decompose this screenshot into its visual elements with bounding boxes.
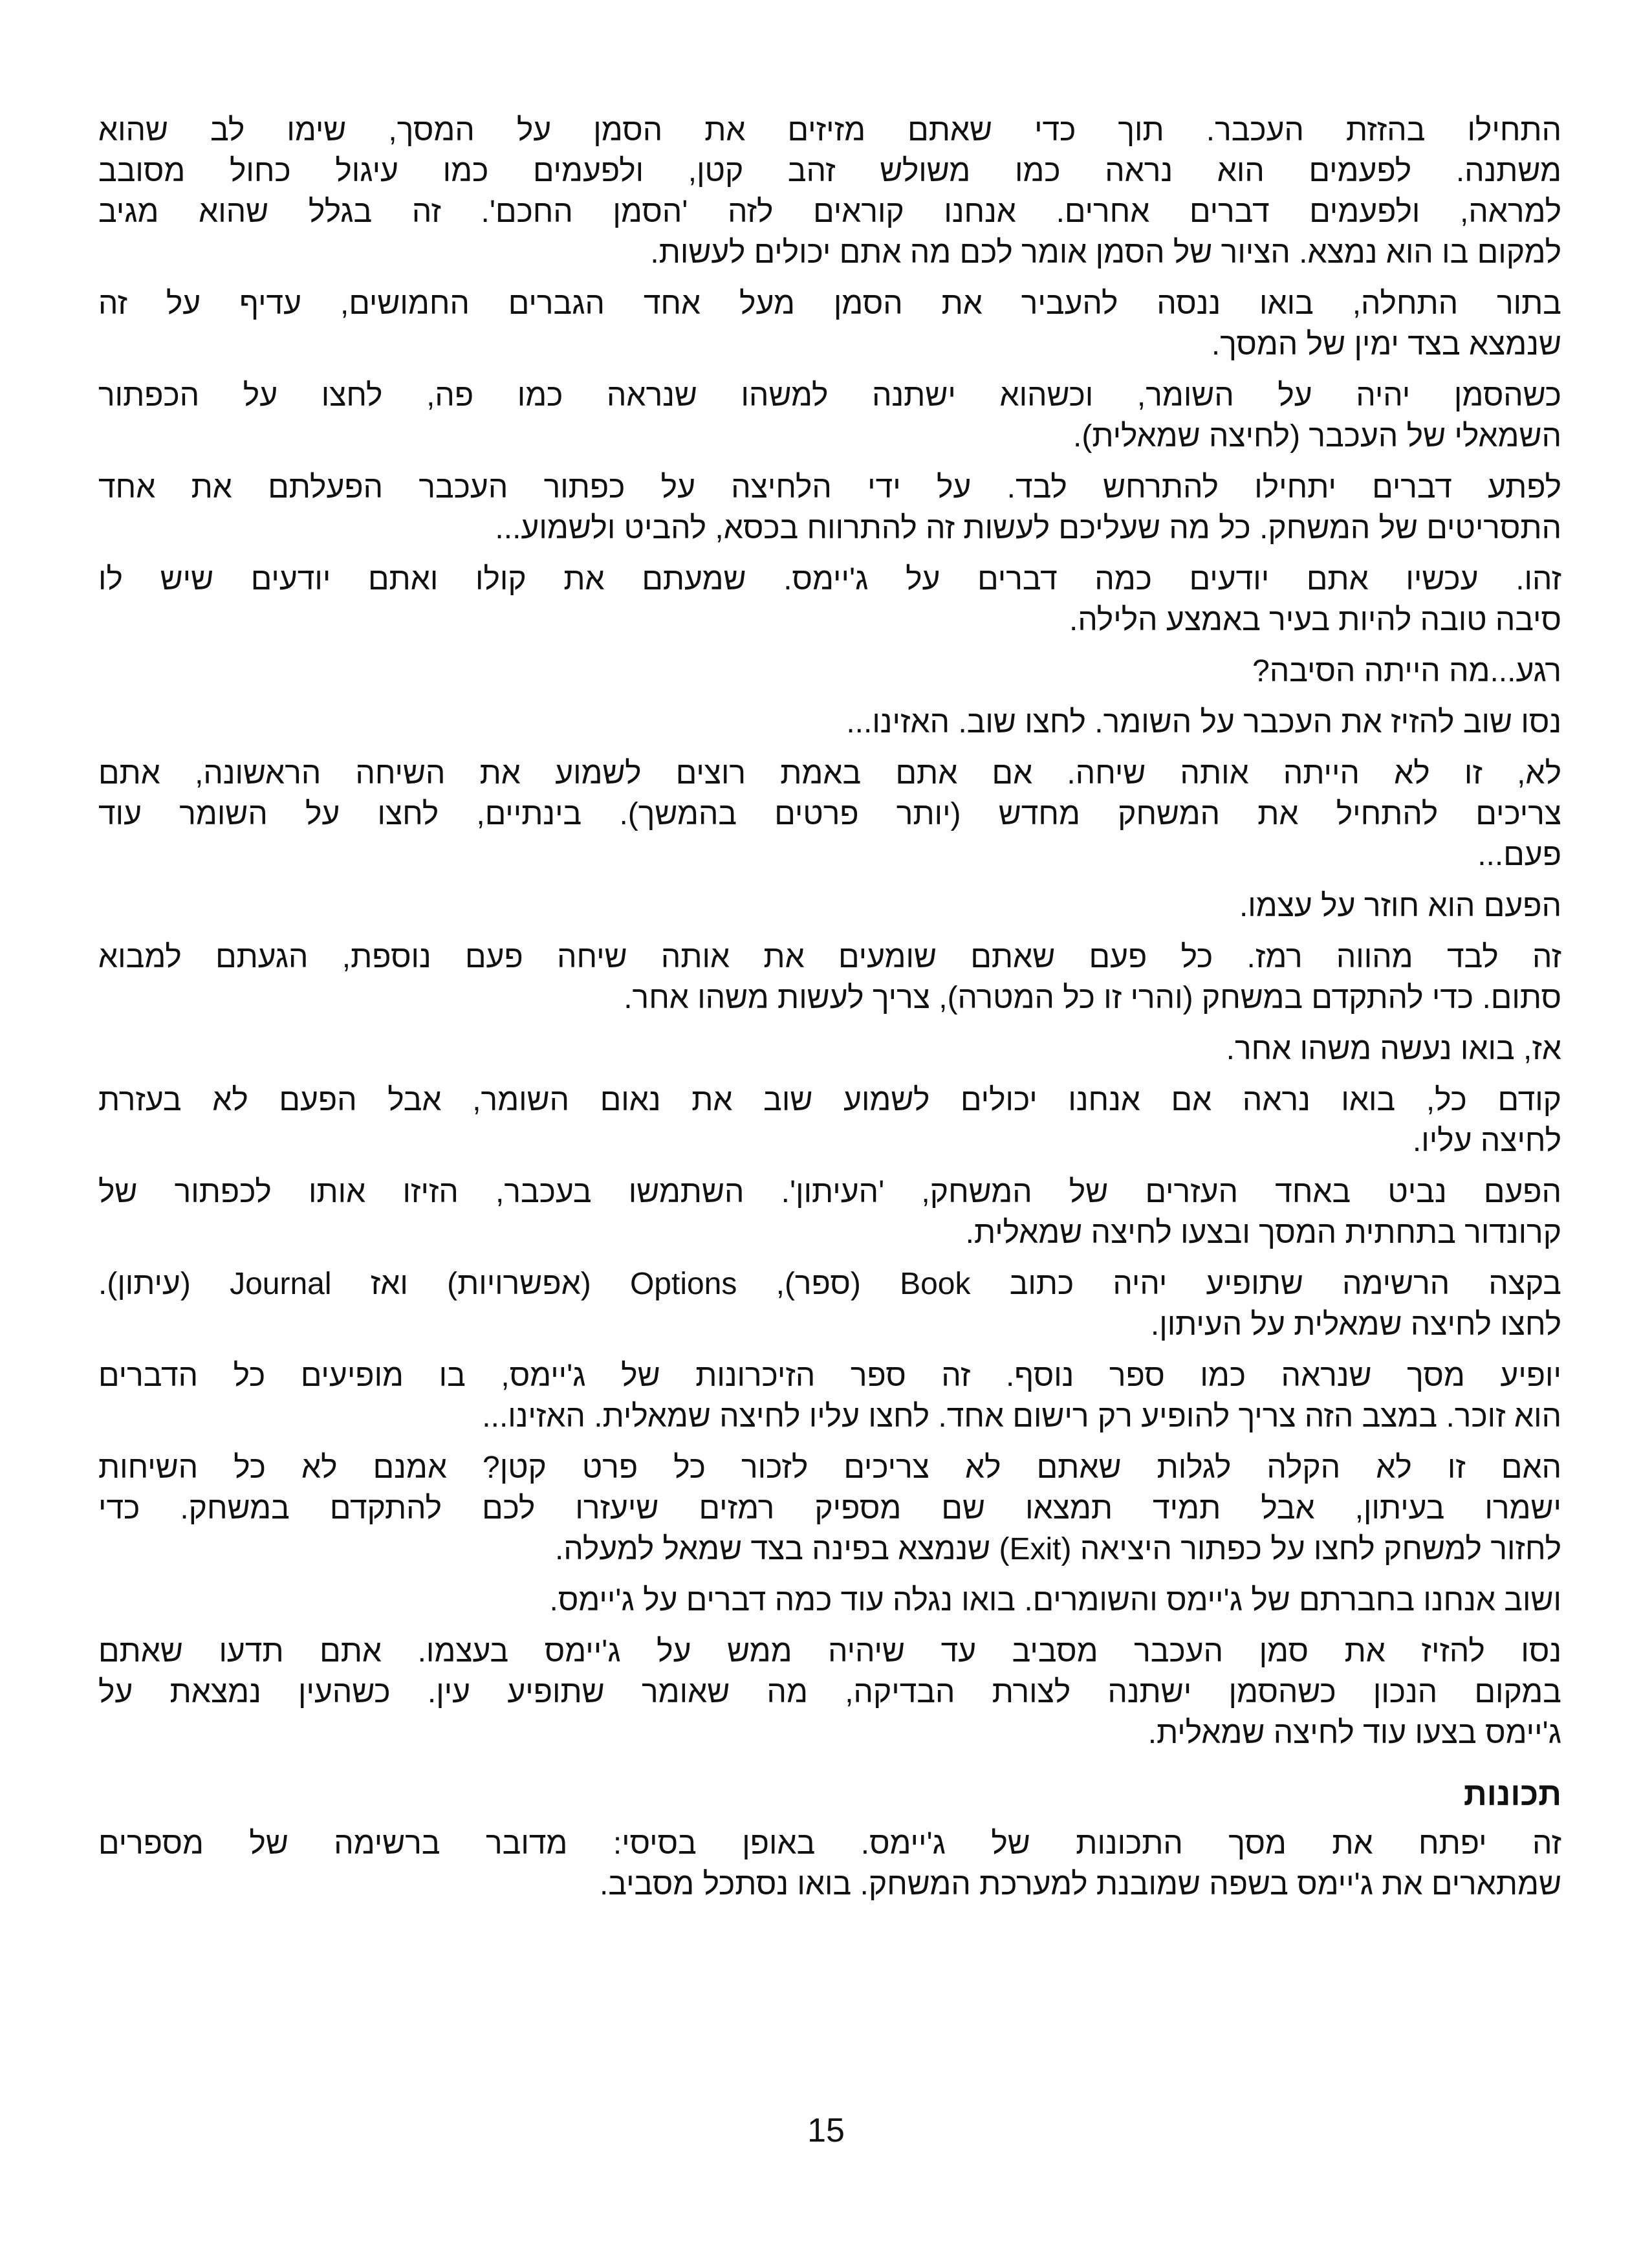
section-text	[98, 1823, 1561, 1905]
text-line: השמאלי של העכבר (לחיצה שמאלית).	[1073, 419, 1561, 454]
text-line: במקום הנכון כשהסמן ישתנה לצורת הבדיקה, מה שאומר שתופיע עין. כשהעין נמצאת על	[98, 1675, 1561, 1709]
text-line: קודם כל, בואו נראה אם אנחנו יכולים לשמוע שוב את נאום השומר, אבל הפעם לא בעזרת	[98, 1083, 1561, 1117]
text-line: ג'יימס בצעו עוד לחיצה שמאלית.	[1147, 1716, 1561, 1750]
paragraph	[98, 1447, 1561, 1570]
text-line: סיבה טובה להיות בעיר באמצע הלילה.	[1069, 603, 1561, 637]
page-content	[98, 110, 1561, 1915]
text-line: כשהסמן יהיה על השומר, וכשהוא ישתנה למשהו שנראה כמו פה, לחצו על הכפתור	[98, 378, 1561, 413]
text-line: קרונדור בתחתית המסך ובצעו לחיצה שמאלית.	[965, 1216, 1561, 1250]
text-line: זהו. עכשיו אתם יודעים כמה דברים על ג'יימס. שמעתם את קולו ואתם יודעים שיש לו	[98, 562, 1561, 597]
paragraph	[98, 1823, 1561, 1905]
text-line: ושוב אנחנו בחברתם של ג'יימס והשומרים. בואו נגלה עוד כמה דברים על ג'יימס.	[549, 1583, 1561, 1618]
text-line: רגע...מה הייתה הסיבה?	[1252, 654, 1561, 688]
paragraph	[98, 1580, 1561, 1621]
text-line: ישמרו בעיתון, אבל תמיד תמצאו שם מספיק רמזים שיעזרו לכם להתקדם במשחק. כדי	[98, 1491, 1561, 1526]
text-line: האם זו לא הקלה לגלות שאתם לא צריכים לזכור כל פרט קטן? אמנם לא כל השיחות	[98, 1451, 1561, 1485]
text-line: התסריטים של המשחק. כל מה שעליכם לעשות זה להתרווח בכסא, להביט ולשמוע...	[495, 511, 1561, 545]
paragraph	[98, 467, 1561, 549]
text-line: בתור התחלה, בואו ננסה להעביר את הסמן מעל אחד הגברים החמושים, עדיף על זה	[98, 287, 1561, 321]
paragraph	[98, 1172, 1561, 1253]
paragraph	[98, 702, 1561, 743]
paragraph	[98, 753, 1561, 875]
text-line: למראה, ולפעמים דברים אחרים. אנחנו קוראים לזה 'הסמן החכם'. זה בגלל שהוא מגיב	[98, 195, 1561, 229]
paragraph	[98, 1631, 1561, 1753]
paragraph	[98, 1080, 1561, 1161]
paragraph	[98, 937, 1561, 1018]
text-line: למקום בו הוא נמצא. הציור של הסמן אומר לכם מה אתם יכולים לעשות.	[650, 236, 1561, 270]
text-line: נסו להזיז את סמן העכבר מסביב עד שיהיה ממש על ג'יימס בעצמו. אתם תדעו שאתם	[98, 1634, 1561, 1669]
text-line: משתנה. לפעמים הוא נראה כמו משולש זהב קטן, ולפעמים כמו עיגול כחול מסובב	[98, 154, 1561, 188]
text-line: שנמצא בצד ימין של המסך.	[1211, 327, 1561, 362]
text-line: התחילו בהזזת העכבר. תוך כדי שאתם מזיזים את הסמן על המסך, שימו לב שהוא	[98, 113, 1561, 148]
paragraph	[98, 886, 1561, 927]
text-line: הוא זוכר. במצב הזה צריך להופיע רק רישום אחד. לחצו עליו לחיצה שמאלית. האזינו...	[482, 1399, 1561, 1434]
paragraph	[98, 1264, 1561, 1345]
paragraph	[98, 283, 1561, 365]
paragraph	[98, 559, 1561, 641]
text-line: לחזור למשחק לחצו על כפתור היציאה (Exit) שנמצא בפינה בצד שמאל למעלה.	[555, 1532, 1561, 1566]
paragraph	[98, 375, 1561, 457]
text-line: יופיע מסך שנראה כמו ספר נוסף. זה ספר הזיכרונות של ג'יימס, בו מופיעים כל הדברים	[98, 1359, 1561, 1393]
text-line: לא, זו לא הייתה אותה שיחה. אם אתם באמת רוצים לשמוע את השיחה הראשונה, אתם	[98, 756, 1561, 791]
paragraph	[98, 651, 1561, 692]
text-line: שמתארים את ג'יימס בשפה שמובנת למערכת המשחק. בואו נסתכל מסביב.	[599, 1867, 1561, 1902]
text-line: לפתע דברים יתחילו להתרחש לבד. על ידי הלחיצה על כפתור העכבר הפעלתם את אחד	[98, 470, 1561, 505]
section-title: תכונות	[1463, 1776, 1561, 1812]
text-line: זה יפתח את מסך התכונות של ג'יימס. באופן בסיסי: מדובר ברשימה של מספרים	[98, 1827, 1561, 1861]
paragraph	[98, 1355, 1561, 1437]
page-number: 15	[807, 2112, 845, 2149]
text-line: צריכים להתחיל את המשחק מחדש (יותר פרטים בהמשך). בינתיים, לחצו על השומר עוד	[98, 797, 1561, 831]
text-line: בקצה הרשימה שתופיע יהיה כתוב Book (ספר), Options (אפשרויות) ואז Journal (עיתון).	[98, 1267, 1561, 1301]
main-text	[98, 110, 1561, 1753]
text-line: לחצו לחיצה שמאלית על העיתון.	[1150, 1308, 1561, 1342]
text-line: פעם...	[1477, 838, 1561, 872]
paragraph	[98, 110, 1561, 273]
text-line: הפעם הוא חוזר על עצמו.	[1239, 889, 1561, 923]
paragraph	[98, 1029, 1561, 1070]
text-line: נסו שוב להזיז את העכבר על השומר. לחצו שוב. האזינו...	[846, 705, 1561, 740]
text-line: אז, בואו נעשה משהו אחר.	[1226, 1032, 1561, 1066]
text-line: זה לבד מהווה רמז. כל פעם שאתם שומעים את אותה שיחה פעם נוספת, הגעתם למבוא	[98, 940, 1561, 974]
text-line: הפעם נביט באחד העזרים של המשחק, 'העיתון'. השתמשו בעכבר, הזיזו אותו לכפתור של	[98, 1175, 1561, 1209]
text-line: לחיצה עליו.	[1412, 1124, 1561, 1158]
text-line: סתום. כדי להתקדם במשחק (והרי זו כל המטרה), צריך לעשות משהו אחר.	[624, 981, 1561, 1015]
